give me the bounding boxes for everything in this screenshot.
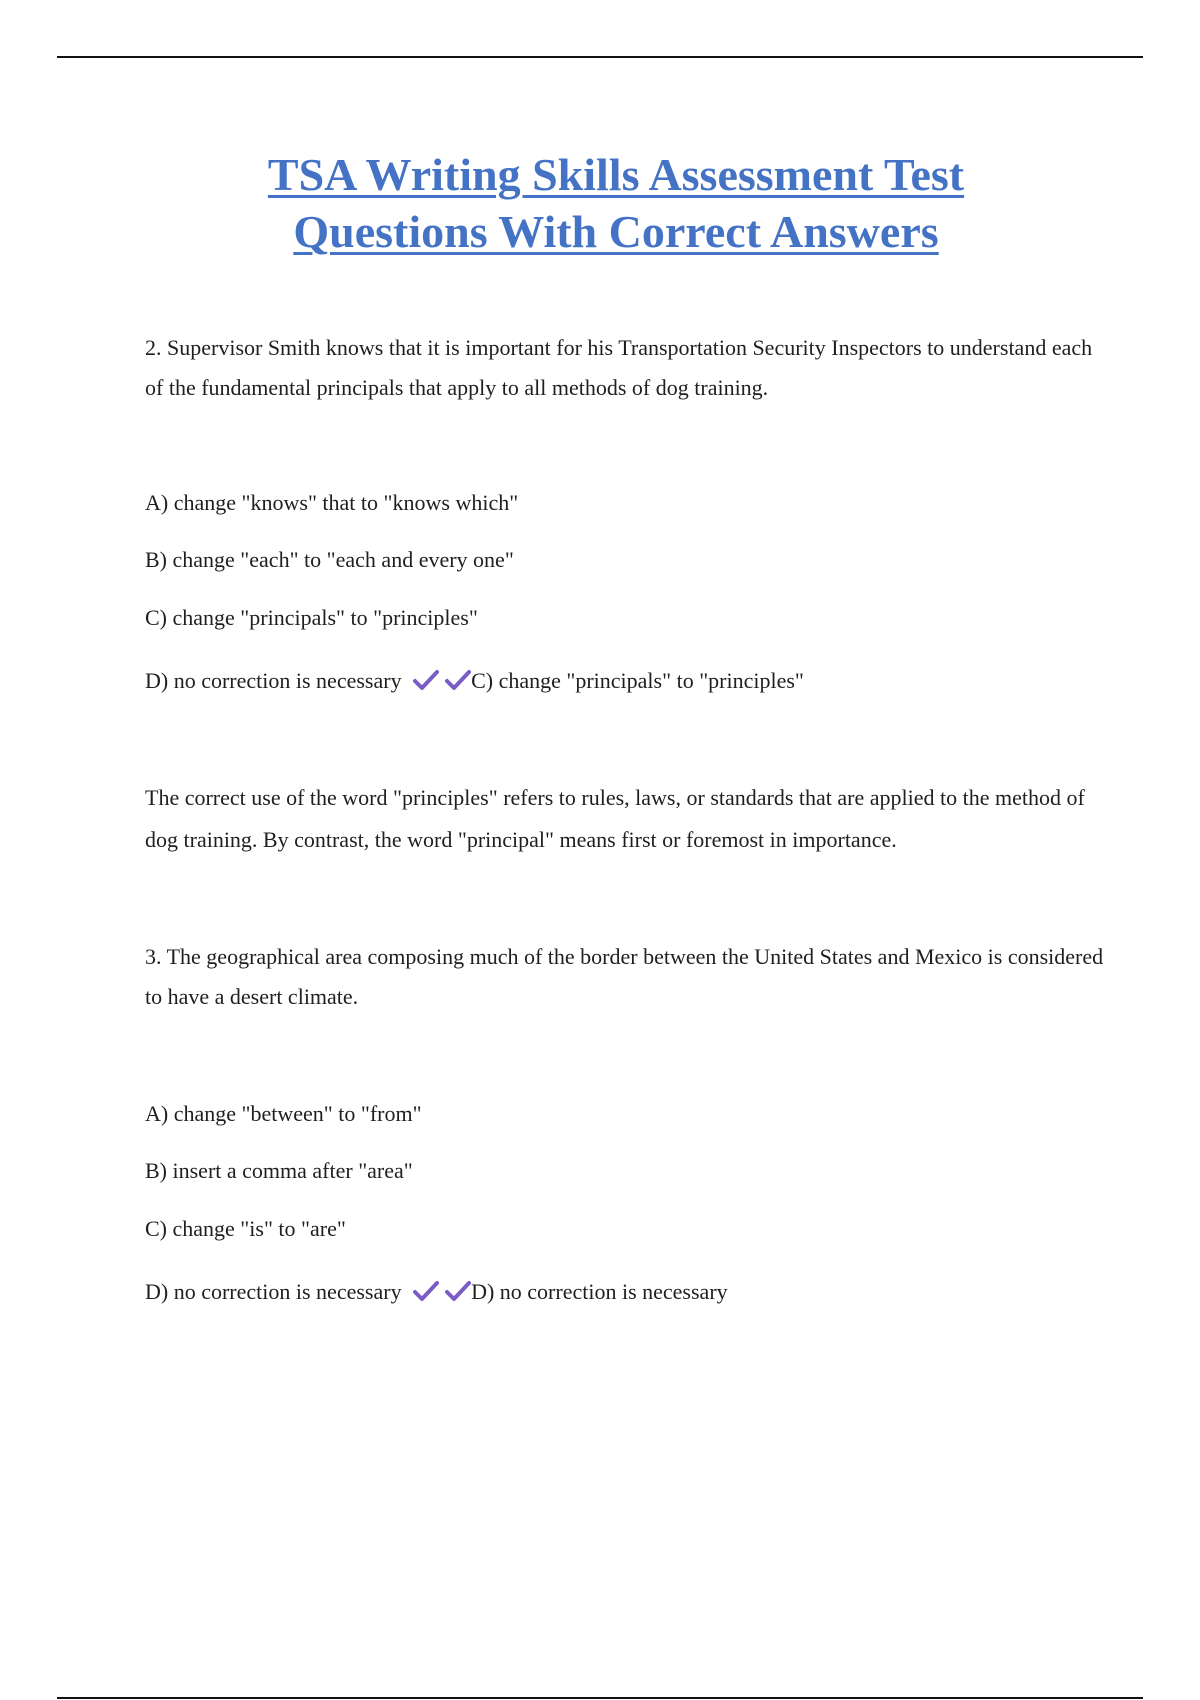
bottom-rule [57,1697,1143,1699]
check-icon [445,669,471,691]
title-line-1: TSA Writing Skills Assessment Test [267,149,965,200]
title-line-2: Questions With Correct Answers [293,206,939,257]
question-3-option-c: C) change "is" to "are" [145,1216,346,1241]
question-3-option-b: B) insert a comma after "area" [145,1158,413,1183]
question-2-explanation: The correct use of the word "principles" refers to rules, laws, or standards that are applied to the method of dog training. By contrast, the word "principal" means first or foremost in importance. [145,785,1085,852]
question-2-answer: C) change "principals" to "principles" [471,668,804,693]
question-2-option-c: C) change "principals" to "principles" [145,605,478,630]
top-rule [57,56,1143,58]
document-title [0,146,1200,260]
question-3-option-d: D) no correction is necessary [145,1279,402,1304]
check-icon [445,1280,471,1302]
question-2-option-d: D) no correction is necessary [145,668,402,693]
question-3-answer: D) no correction is necessary [471,1279,728,1304]
question-3-prompt: 3. The geographical area composing much of the border between the United States and Mexico is considered to have a desert climate. [145,944,1104,1009]
question-2-prompt: 2. Supervisor Smith knows that it is important for his Transportation Security Inspectors to understand each of the fundamental principals that apply to all methods of dog training. [145,335,1093,400]
question-3-option-a: A) change "between" to "from" [145,1101,422,1126]
check-icon [413,669,439,691]
question-3-option-d-row [145,1277,728,1307]
question-2-option-b: B) change "each" to "each and every one" [145,547,514,572]
question-2-option-d-row [145,666,804,696]
check-icon [413,1280,439,1302]
question-2-option-a: A) change "knows" that to "knows which" [145,490,519,515]
